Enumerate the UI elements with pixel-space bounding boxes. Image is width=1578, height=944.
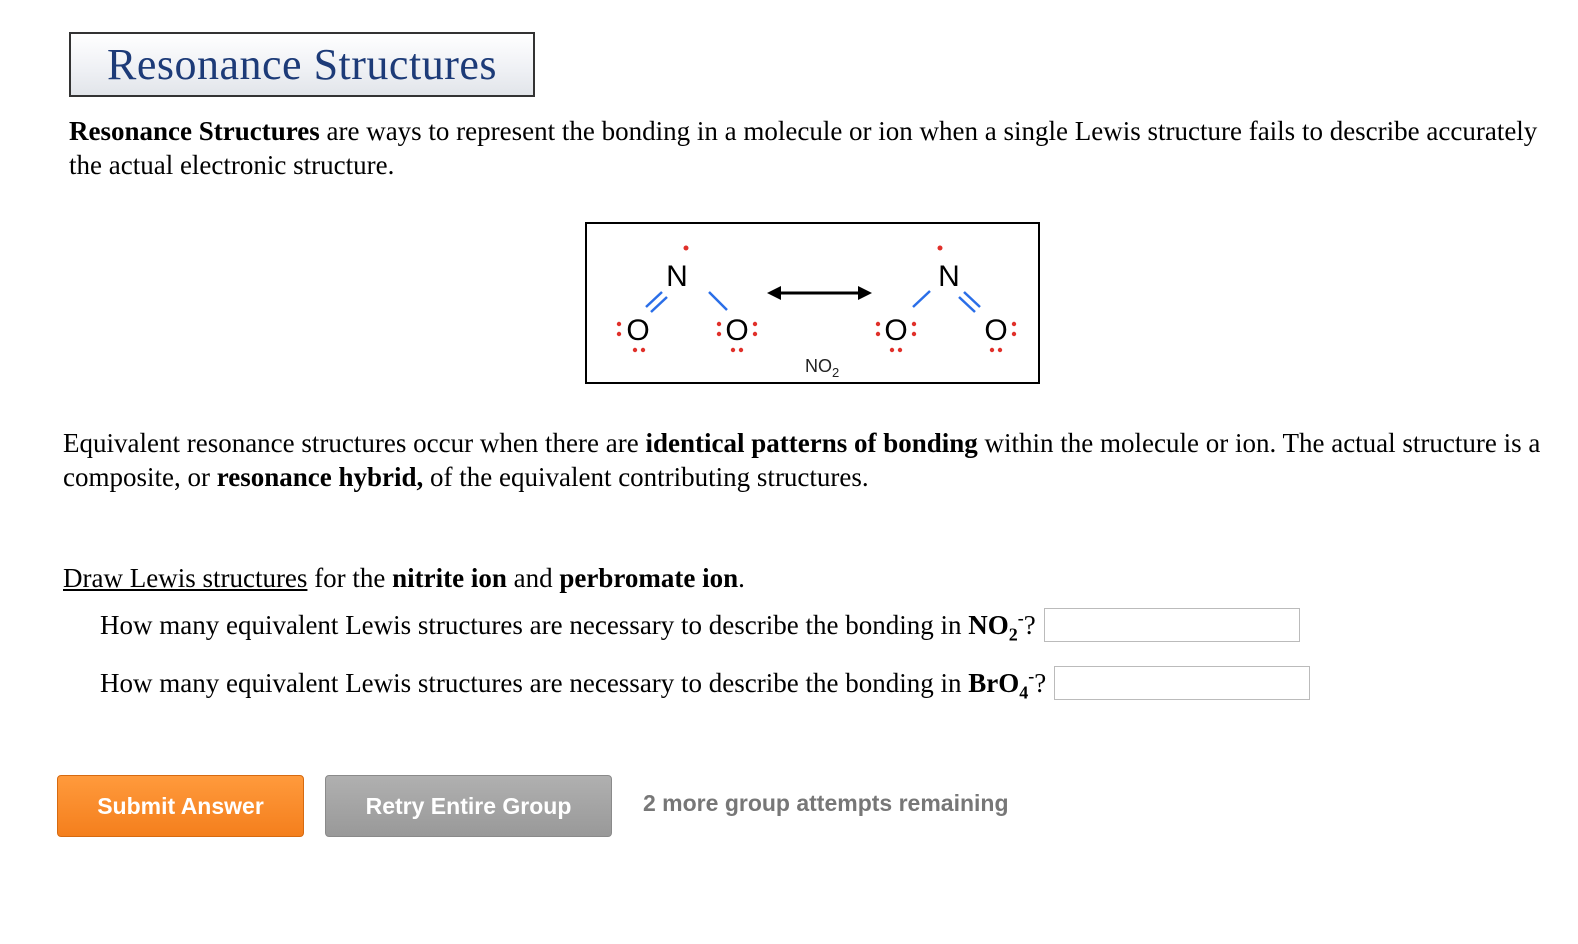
equivalent-bold-1: identical patterns of bonding [645, 428, 978, 458]
equivalent-paragraph [63, 426, 1553, 494]
resonance-arrow-right-head [858, 286, 872, 300]
question-no2-formula: $NO_2^-$ [968, 608, 1024, 645]
resonance-arrow-left-head [767, 286, 781, 300]
left-n-single-electron [684, 246, 689, 251]
equivalent-text-3: of the equivalent contributing structures. [423, 462, 869, 492]
answer-no2-input[interactable] [1044, 608, 1300, 642]
page-title: Resonance Structures [107, 40, 497, 89]
right-o1-atom: O [884, 314, 908, 347]
right-single-bond [913, 291, 930, 307]
page-title-box [69, 32, 535, 97]
equivalent-text-1: Equivalent resonance structures occur when there are [63, 428, 646, 458]
left-n-atom: N [666, 260, 688, 293]
task-text-1: for the [307, 563, 393, 593]
task-instruction [63, 561, 1463, 595]
left-o1-atom: O [626, 314, 650, 347]
left-single-bond [709, 292, 727, 310]
equivalent-text-2: within the molecule or ion. The actual structure is a composite, or [63, 428, 1541, 492]
retry-entire-group-button[interactable]: Retry Entire Group [325, 775, 612, 837]
question-bro4 [100, 666, 1310, 703]
question-bro4-mark: ? [1034, 668, 1047, 698]
draw-lewis-structures-link[interactable]: Draw Lewis structures [63, 563, 308, 593]
task-text-3: . [738, 563, 745, 593]
task-bold-nitrite: nitrite ion [392, 563, 507, 593]
task-bold-perbromate: perbromate ion [559, 563, 739, 593]
task-text-2: and [506, 563, 560, 593]
diagram-caption [805, 356, 839, 380]
answer-bro4-input[interactable] [1054, 666, 1310, 700]
question-no2-text: How many equivalent Lewis structures are necessary to describe the bonding in [100, 610, 962, 640]
right-n-single-electron [938, 246, 943, 251]
diagram-caption-main: NO [805, 356, 832, 376]
question-bro4-formula: BrO$_4$- [968, 666, 1035, 703]
question-no2-mark: ? [1023, 610, 1036, 640]
diagram-caption-sub: 2 [832, 365, 840, 380]
intro-text: are ways to represent the bonding in a molecule or ion when a single Lewis structure fails to describe accurately the actual electronic structure. [69, 116, 1538, 180]
question-no2 [100, 608, 1300, 645]
intro-term: Resonance Structures [69, 116, 320, 146]
right-n-atom: N [938, 260, 960, 293]
question-bro4-text: How many equivalent Lewis structures are necessary to describe the bonding in [100, 668, 962, 698]
right-o2-atom: O [984, 314, 1008, 347]
no2-resonance-svg [587, 224, 1038, 382]
submit-answer-button[interactable]: Submit Answer [57, 775, 304, 837]
resonance-diagram [585, 222, 1040, 384]
equivalent-bold-2: resonance hybrid, [216, 462, 424, 492]
intro-paragraph [69, 114, 1539, 182]
left-o2-atom: O [725, 314, 749, 347]
attempts-remaining-text: 2 more group attempts remaining [643, 790, 1009, 816]
